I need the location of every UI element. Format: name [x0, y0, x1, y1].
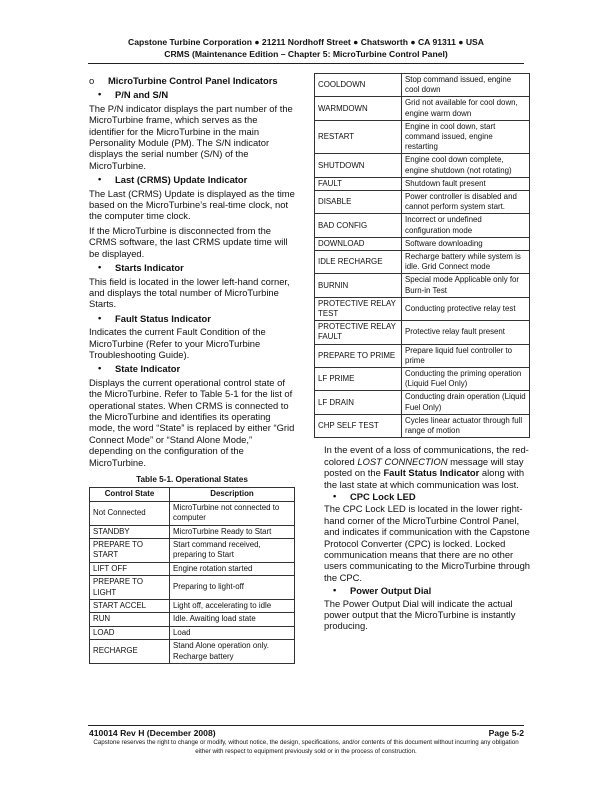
header-divider	[88, 63, 524, 64]
lost-communication-text: In the event of a loss of communications, the red-colored LOST CONNECTION message will stay posted on the Fault Status Indicator along with the last state at which communication was lost.	[324, 444, 529, 490]
bullet-icon: •	[98, 173, 102, 185]
table-row	[315, 297, 530, 320]
starts-heading-label: Starts Indicator	[115, 262, 184, 274]
state-cell: SHUTDOWN	[315, 154, 402, 177]
state-cell: PREPARE TO START	[90, 539, 170, 563]
bullet-icon: •	[98, 88, 102, 100]
page-number: Page 5-2	[488, 728, 524, 738]
document-id: 410014 Rev H (December 2008)	[89, 728, 216, 738]
state-text: Displays the current operational control state of the MicroTurbine. Refer to Table 5-1 for the list of operational states. When CRMS is connected to the MicroTurbine and identifies its operating mode, the word “State” is replaced by either “Grid Connect Mode” or “Stand Alone Mode,” depending on the configuration of the MicroTurbine.	[89, 376, 295, 468]
description-cell: Protective relay fault present	[402, 321, 530, 344]
state-heading	[89, 363, 295, 374]
description-cell: Conducting drain operation (Liquid Fuel Only)	[402, 391, 530, 414]
description-cell: MicroTurbine not connected to computer	[170, 501, 295, 525]
state-cell: RESTART	[315, 120, 402, 154]
state-cell: RECHARGE	[90, 640, 170, 664]
fault-status-heading-label: Fault Status Indicator	[115, 312, 211, 324]
pn-heading	[89, 89, 295, 100]
description-cell: Special mode Applicable only for Burn-in Test	[402, 274, 530, 297]
table-row	[90, 613, 295, 626]
state-cell: DOWNLOAD	[315, 237, 402, 250]
state-cell: PROTECTIVE RELAY TEST	[315, 297, 402, 320]
fault-status-heading	[89, 313, 295, 324]
description-cell: Engine cool down complete, engine shutdown (not rotating)	[402, 154, 530, 177]
description-cell: Preparing to light-off	[170, 576, 295, 600]
section-title: MicroTurbine Control Panel Indicators	[108, 75, 278, 86]
description-cell: Prepare liquid fuel controller to prime	[402, 344, 530, 367]
table-row	[315, 237, 530, 250]
power-output-text: The Power Output Dial will indicate the actual power output that the MicroTurbine is instantly producing.	[324, 597, 516, 632]
table-row	[315, 97, 530, 120]
table-row	[315, 414, 530, 437]
description-cell: Software downloading	[402, 237, 530, 250]
description-cell: Cycles linear actuator through full range of motion	[402, 414, 530, 437]
table-row	[90, 640, 295, 664]
description-cell: Grid not available for cool down, engine warm down	[402, 97, 530, 120]
power-output-heading-label: Power Output Dial	[350, 585, 432, 597]
description-cell: Idle. Awaiting load state	[170, 613, 295, 626]
state-cell: DISABLE	[315, 191, 402, 214]
state-cell: STANDBY	[90, 525, 170, 538]
table-row	[315, 321, 530, 344]
description-cell: Conducting protective relay test	[402, 297, 530, 320]
description-cell: Engine rotation started	[170, 562, 295, 575]
table-row	[90, 600, 295, 613]
state-cell: CHP SELF TEST	[315, 414, 402, 437]
operational-states-table-continued	[314, 73, 530, 438]
cpc-lock-heading-label: CPC Lock LED	[350, 490, 416, 502]
table-row	[315, 154, 530, 177]
state-cell: BAD CONFIG	[315, 214, 402, 237]
state-cell: LF PRIME	[315, 368, 402, 391]
bullet-icon: •	[98, 261, 102, 273]
state-cell: PROTECTIVE RELAY FAULT	[315, 321, 402, 344]
left-column	[89, 75, 295, 664]
last-update-text-1: The Last (CRMS) Update is displayed as the time based on the MicroTurbine’s real-time clock, not the computer time clock.	[89, 187, 295, 222]
power-output-heading	[324, 585, 530, 596]
state-cell: WARMDOWN	[315, 97, 402, 120]
description-cell: Conducting the priming operation (Liquid Fuel Only)	[402, 368, 530, 391]
table-row	[315, 120, 530, 154]
section-bullet: o	[89, 75, 95, 86]
description-cell: Engine in cool down, start command issued, engine restarting	[402, 120, 530, 154]
header-address: Capstone Turbine Corporation ● 21211 Nordhoff Street ● Chatsworth ● CA 91311 ● USA	[128, 37, 484, 47]
table-row	[315, 191, 530, 214]
table-row	[90, 576, 295, 600]
table-row	[315, 214, 530, 237]
table-row	[90, 525, 295, 538]
table-row	[90, 539, 295, 563]
operational-states-table	[89, 487, 295, 664]
right-column	[314, 73, 530, 634]
description-cell: Incorrect or undefined configuration mode	[402, 214, 530, 237]
page-header	[0, 37, 612, 60]
state-cell: Not Connected	[90, 501, 170, 525]
table-row	[315, 74, 530, 97]
bullet-icon: •	[333, 584, 337, 596]
fault-status-indicator-label: Fault Status Indicator	[383, 467, 480, 479]
state-heading-label: State Indicator	[115, 363, 181, 375]
bullet-icon: •	[333, 489, 337, 501]
table-row	[315, 344, 530, 367]
header-chapter: CRMS (Maintenance Edition – Chapter 5: MicroTurbine Control Panel)	[164, 48, 448, 59]
starts-heading	[89, 262, 295, 273]
last-update-heading-label: Last (CRMS) Update Indicator	[115, 174, 248, 186]
state-cell: LF DRAIN	[315, 391, 402, 414]
state-cell: COOLDOWN	[315, 74, 402, 97]
footer-notice: Capstone reserves the right to change or modify, without notice, the design, specifications, and/or contents of this document without incurring any obligation either with respect to equipment previously sold or in the process of construction.	[93, 739, 519, 755]
description-cell: Stop command issued, engine cool down	[402, 74, 530, 97]
state-cell: BURNIN	[315, 274, 402, 297]
description-cell: MicroTurbine Ready to Start	[170, 525, 295, 538]
table-row	[315, 368, 530, 391]
description-cell: Shutdown fault present	[402, 177, 530, 190]
table-row	[315, 274, 530, 297]
bullet-icon: •	[98, 362, 102, 374]
last-update-heading	[89, 174, 295, 185]
table-row	[90, 501, 295, 525]
bullet-icon: •	[98, 311, 102, 323]
table-row	[90, 562, 295, 575]
fault-status-text: Indicates the current Fault Condition of the MicroTurbine (Refer to your MicroTurbine Troubleshooting Guide).	[89, 326, 266, 360]
table-row	[315, 177, 530, 190]
cpc-lock-text: The CPC Lock LED is located in the lower right-hand corner of the MicroTurbine Control Panel, and indicates if communication with the Capstone Protocol Converter (CPC) is locked. Locked communication means that there are no other users communicating to the MicroTurbine through the CPC.	[324, 503, 530, 583]
description-cell: Power controller is disabled and cannot perform system start.	[402, 191, 530, 214]
pn-text: The P/N indicator displays the part number of the MicroTurbine frame, which serves as the identifier for the MicroTurbine in the main Personality Module (PM). The S/N indicator displays the serial number (S/N) of the MicroTurbine.	[89, 102, 293, 171]
table-caption: Table 5-1. Operational States	[136, 475, 248, 484]
section-heading	[89, 75, 295, 86]
last-update-text-2: If the MicroTurbine is disconnected from the CRMS software, the last CRMS update time will be displayed.	[89, 224, 288, 259]
table-row	[90, 626, 295, 639]
lost-connection-label: LOST CONNECTION	[357, 455, 448, 467]
state-cell: RUN	[90, 613, 170, 626]
description-cell: Light off, accelerating to idle	[170, 600, 295, 613]
state-cell: FAULT	[315, 177, 402, 190]
footer-divider	[88, 725, 524, 726]
description-cell: Start command received, preparing to Start	[170, 539, 295, 563]
column-header-state: Control State	[90, 488, 170, 501]
description-cell: Stand Alone operation only. Recharge battery	[170, 640, 295, 664]
description-cell: Recharge battery while system is idle. Grid Connect mode	[402, 251, 530, 274]
description-cell: Load	[170, 626, 295, 639]
table-row	[315, 251, 530, 274]
column-header-description: Description	[170, 488, 295, 501]
cpc-lock-heading	[324, 491, 530, 502]
state-cell: PREPARE TO PRIME	[315, 344, 402, 367]
state-cell: LIFT OFF	[90, 562, 170, 575]
state-cell: IDLE RECHARGE	[315, 251, 402, 274]
state-cell: PREPARE TO LIGHT	[90, 576, 170, 600]
table-row	[315, 391, 530, 414]
table-header-row	[90, 488, 295, 501]
state-cell: LOAD	[90, 626, 170, 639]
state-cell: START ACCEL	[90, 600, 170, 613]
pn-heading-label: P/N and S/N	[115, 89, 169, 101]
starts-text: This field is located in the lower left-hand corner, and displays the total number of MicroTurbine Starts.	[89, 275, 290, 310]
